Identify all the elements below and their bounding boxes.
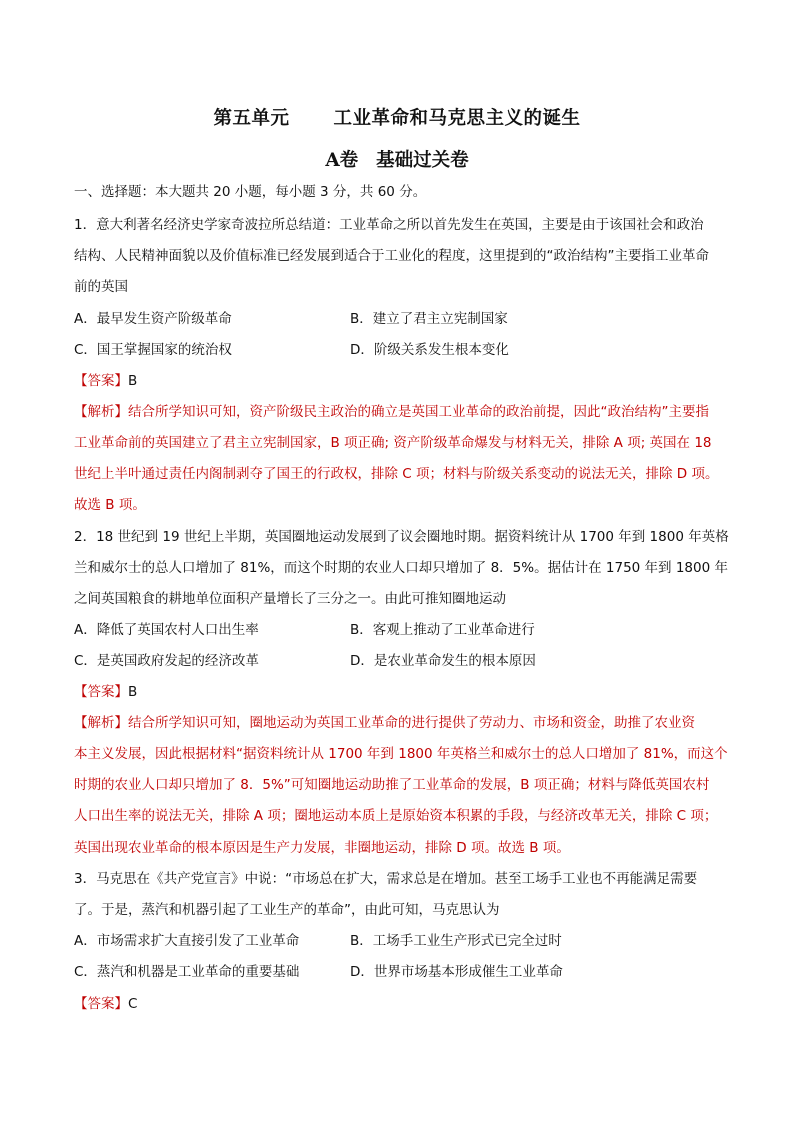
section-instructions: 一、选择题：本大题共 20 小题，每小题 3 分，共 60 分。 — [74, 184, 427, 200]
answer-label: 【答案】 — [74, 684, 128, 700]
question-2-analysis-line: 人口出生率的说法无关，排除 A 项；圈地运动本质上是原始资本积累的手段，与经济改革无关，排除 C 项； — [74, 808, 718, 824]
paper-subtitle — [0, 146, 794, 172]
question-2-option-b: B．客观上推动了工业革命进行 — [350, 622, 535, 638]
question-1-analysis-line: 故选 B 项。 — [74, 497, 146, 513]
question-1-stem-line: 前的英国 — [74, 279, 128, 295]
question-3-answer — [74, 994, 734, 1014]
question-2-stem-line: 之间英国粮食的耕地单位面积产量增长了三分之一。由此可推知圈地运动 — [74, 591, 506, 607]
analysis-label: 【解析】 — [74, 715, 128, 731]
analysis-text: 结合所学知识可知，圈地运动为英国工业革命的进行提供了劳动力、市场和资金，助推了农业资 — [128, 715, 695, 731]
question-3-option-d: D．世界市场基本形成催生工业革命 — [350, 964, 563, 980]
question-1-option-c: C．国王掌握国家的统治权 — [74, 342, 232, 358]
question-2-option-d: D．是农业革命发生的根本原因 — [350, 653, 536, 669]
unit-number: 第五单元 — [213, 108, 290, 129]
volume-label: A卷 — [325, 150, 359, 171]
question-1-analysis-line — [74, 402, 734, 422]
answer-label: 【答案】 — [74, 373, 128, 389]
question-1-option-a: A．最早发生资产阶级革命 — [74, 311, 232, 327]
question-3-stem-line: 了。于是，蒸汽和机器引起了工业生产的革命”，由此可知，马克思认为 — [74, 902, 500, 918]
question-2-option-c: C．是英国政府发起的经济改革 — [74, 653, 259, 669]
question-2-analysis-line — [74, 713, 734, 733]
question-2-stem-line: 2．18 世纪到 19 世纪上半期，英国圈地运动发展到了议会圈地时期。据资料统计从 1700 年到 1800 年英格 — [74, 529, 729, 545]
question-3-option-a: A．市场需求扩大直接引发了工业革命 — [74, 933, 300, 949]
question-1-stem-line: 1．意大利著名经济史学家奇波拉所总结道：工业革命之所以首先发生在英国，主要是由于该国社会和政治 — [74, 217, 704, 233]
question-2-answer — [74, 682, 734, 702]
unit-topic: 工业革命和马克思主义的诞生 — [333, 108, 581, 129]
question-1-analysis-line: 世纪上半叶通过责任内阁制剥夺了国王的行政权，排除 C 项；材料与阶级关系变动的说法无关，排除 D 项。 — [74, 466, 719, 482]
question-1-option-d: D．阶级关系发生根本变化 — [350, 342, 509, 358]
question-2-analysis-line: 时期的农业人口却只增加了 8．5%”可知圈地运动助推了工业革命的发展，B 项正确；材料与降低英国农村 — [74, 777, 710, 793]
volume-title: 基础过关卷 — [376, 150, 469, 171]
unit-title — [0, 104, 794, 130]
answer-label: 【答案】 — [74, 996, 128, 1012]
answer-value: C — [128, 996, 138, 1012]
question-2-analysis-line: 本主义发展，因此根据材料“据资料统计从 1700 年到 1800 年英格兰和威尔士的总人口增加了 81%，而这个 — [74, 746, 728, 762]
question-1-answer — [74, 371, 734, 391]
answer-value: B — [128, 373, 138, 389]
question-3-option-b: B．工场手工业生产形式已完全过时 — [350, 933, 562, 949]
question-2-stem-line: 兰和威尔士的总人口增加了 81%，而这个时期的农业人口却只增加了 8．5%。据估计在 1750 年到 1800 年 — [74, 560, 728, 576]
question-1-analysis-line: 工业革命前的英国建立了君主立宪制国家，B 项正确; 资产阶级革命爆发与材料无关，排除 A 项; 英国在 18 — [74, 435, 712, 451]
question-2-analysis-line: 英国出现农业革命的根本原因是生产力发展，非圈地运动，排除 D 项。故选 B 项。 — [74, 840, 570, 856]
answer-value: B — [128, 684, 138, 700]
question-2-option-a: A．降低了英国农村人口出生率 — [74, 622, 259, 638]
question-1-stem-line: 结构、人民精神面貌以及价值标准已经发展到适合于工业化的程度，这里提到的“政治结构”主要指工业革命 — [74, 248, 709, 264]
analysis-text: 结合所学知识可知，资产阶级民主政治的确立是英国工业革命的政治前提，因此“政治结构”主要指 — [128, 404, 709, 420]
question-1-option-b: B．建立了君主立宪制国家 — [350, 311, 508, 327]
question-3-option-c: C．蒸汽和机器是工业革命的重要基础 — [74, 964, 300, 980]
question-3-stem-line: 3．马克思在《共产党宣言》中说：“市场总在扩大，需求总是在增加。甚至工场手工业也不再能满足需要 — [74, 871, 698, 887]
analysis-label: 【解析】 — [74, 404, 128, 420]
